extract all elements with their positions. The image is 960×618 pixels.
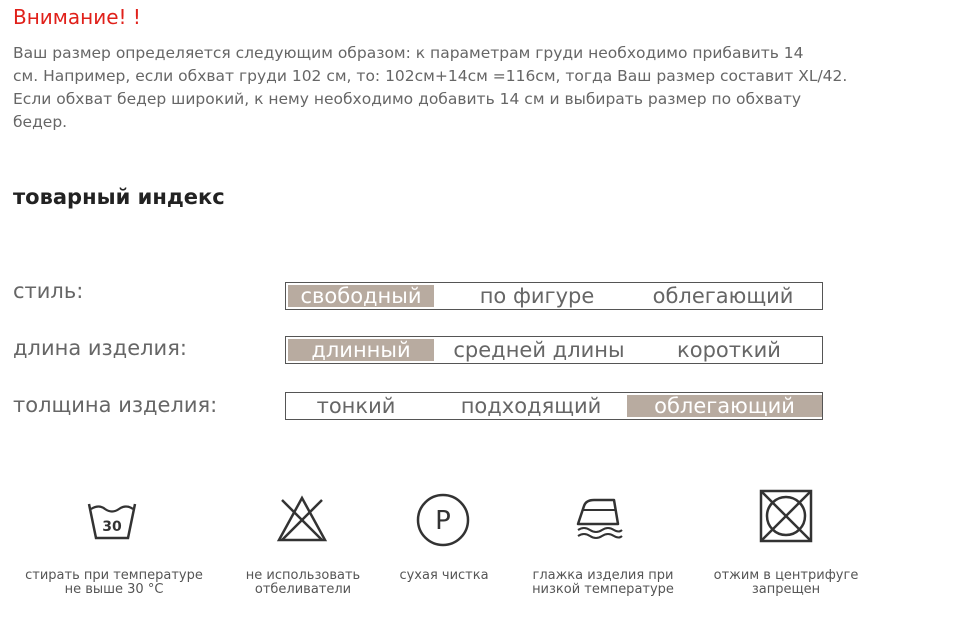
option-style-fitted[interactable]: по фигуре <box>479 284 595 308</box>
no-bleach-icon <box>276 494 328 544</box>
warning-title: Внимание! ! <box>13 5 141 29</box>
care-label-line: отбеливатели <box>254 582 352 597</box>
section-title: товарный индекс <box>13 185 225 209</box>
care-label-bleach <box>218 569 388 597</box>
care-label-line: отжим в центрифуге <box>713 568 859 583</box>
size-notice <box>13 42 847 134</box>
thickness-options <box>285 392 823 420</box>
care-label-iron <box>518 569 688 597</box>
option-style-tight[interactable]: облегающий <box>652 284 794 308</box>
thickness-label: толщина изделия: <box>13 393 218 417</box>
notice-line: см. Например, если обхват груди 102 см, то: 102см+14см =116см, тогда Ваш размер составит XL/42. <box>13 67 848 85</box>
notice-line: бедер. <box>13 113 68 131</box>
length-label: длина изделия: <box>13 336 187 360</box>
care-label-line: запрещен <box>751 582 821 597</box>
option-length-long[interactable]: длинный <box>288 339 434 361</box>
style-label: стиль: <box>13 279 84 303</box>
care-label-line: низкой температуре <box>532 582 674 597</box>
dry-clean-icon <box>415 492 471 548</box>
notice-line: Ваш размер определяется следующим образом: к параметрам груди необходимо прибавить 14 <box>13 44 804 62</box>
no-tumble-dry-icon <box>758 488 814 544</box>
care-label-line: стирать при температуре <box>25 568 203 583</box>
wash-30-icon <box>86 500 138 542</box>
care-label-spin <box>696 569 876 597</box>
dry-clean-letter: P <box>435 506 451 536</box>
care-label-line: не использовать <box>245 568 361 583</box>
iron-low-icon <box>574 492 626 540</box>
care-label-dryclean <box>374 569 514 583</box>
care-label-wash <box>14 569 214 597</box>
notice-line: Если обхват бедер широкий, к нему необходимо добавить 14 см и выбирать размер по обхвату <box>13 90 802 108</box>
option-thickness-tight[interactable]: облегающий <box>627 395 822 417</box>
care-label-line: глажка изделия при <box>532 568 674 583</box>
option-style-loose[interactable]: свободный <box>288 285 434 307</box>
option-thickness-thin[interactable]: тонкий <box>316 394 396 418</box>
care-label-line: не выше 30 °C <box>64 582 164 597</box>
option-thickness-suitable[interactable]: подходящий <box>460 394 602 418</box>
length-options <box>285 336 823 364</box>
care-label-line: сухая чистка <box>399 568 489 583</box>
option-length-short[interactable]: короткий <box>677 338 781 362</box>
wash-temperature: 30 <box>102 519 122 535</box>
style-options <box>285 282 823 310</box>
option-length-medium[interactable]: средней длины <box>453 338 625 362</box>
